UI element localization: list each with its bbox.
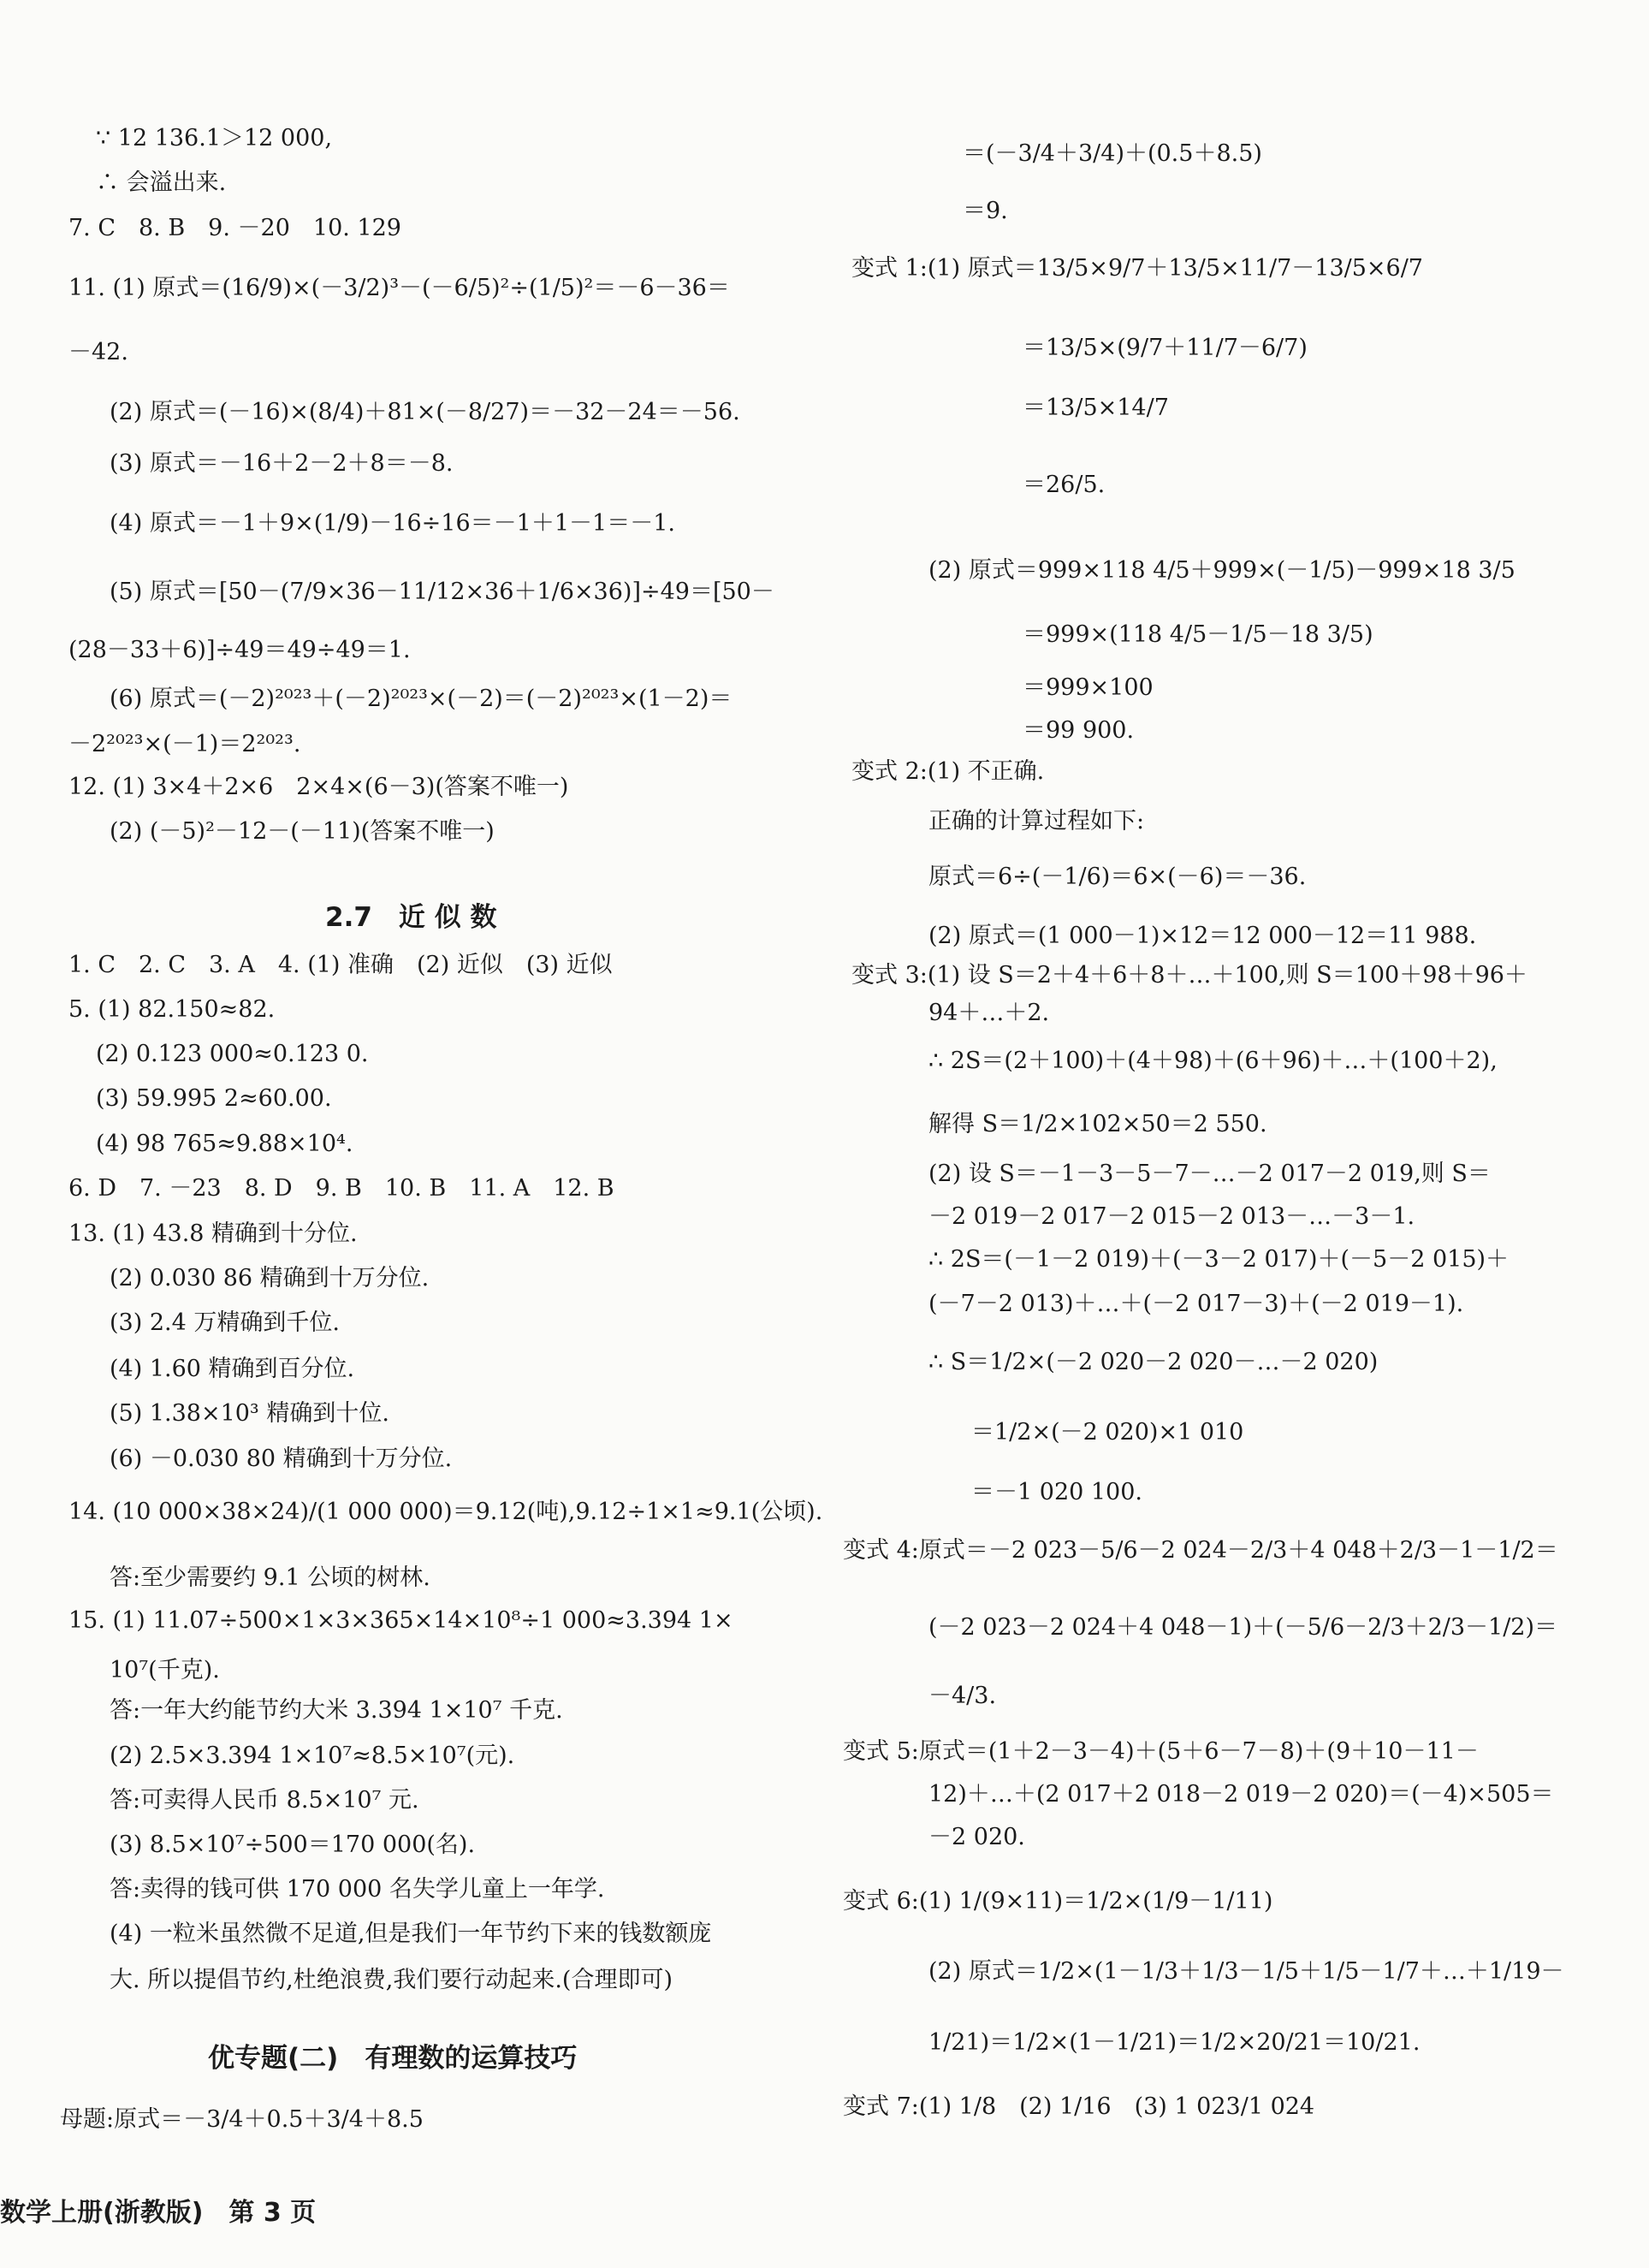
left-line: (4) 98 765≈9.88×10⁴. [96,1131,353,1157]
page-footer: 数学上册(浙教版) 第 3 页 [0,2198,317,2228]
right-line: ∴ 2S＝(2＋100)＋(4＋98)＋(6＋96)＋…＋(100＋2), [928,1048,1498,1074]
right-line: ＝13/5×14/7 [1023,395,1169,421]
right-line: (－2 023－2 024＋4 048－1)＋(－5/6－2/3＋2/3－1/2)＝ [928,1614,1558,1641]
left-line: 答:一年大约能节约大米 3.394 1×10⁷ 千克. [110,1697,563,1724]
left-line: (6) －0.030 80 精确到十万分位. [110,1446,453,1472]
right-line: 变式 5:原式＝(1＋2－3－4)＋(5＋6－7－8)＋(9＋10－11－ [843,1738,1479,1765]
right-line: ＝13/5×(9/7＋11/7－6/7) [1023,335,1308,361]
left-line: 答:可卖得人民币 8.5×10⁷ 元. [110,1787,419,1814]
right-line: (－7－2 013)＋…＋(－2 017－3)＋(－2 019－1). [928,1291,1464,1317]
left-line: (3) 59.995 2≈60.00. [96,1085,332,1112]
left-line: (2) 0.030 86 精确到十万分位. [110,1265,430,1291]
left-line: 大. 所以提倡节约,杜绝浪费,我们要行动起来.(合理即可) [110,1967,673,1993]
left-line: 母题:原式＝－3/4＋0.5＋3/4＋8.5 [60,2106,424,2133]
left-line: 1. C 2. C 3. A 4. (1) 准确 (2) 近似 (3) 近似 [68,952,613,978]
left-line: (3) 2.4 万精确到千位. [110,1309,340,1336]
right-line: (2) 原式＝999×118 4/5＋999×(－1/5)－999×18 3/5 [928,557,1516,584]
left-line: (4) 原式＝－1＋9×(1/9)－16÷16＝－1＋1－1＝－1. [110,510,675,537]
right-line: ＝999×100 [1023,674,1154,701]
right-line: 变式 6:(1) 1/(9×11)＝1/2×(1/9－1/11) [843,1888,1273,1915]
left-line: 14. (10 000×38×24)/(1 000 000)＝9.12(吨),9.12÷1×1≈9.1(公顷). [68,1499,823,1525]
right-line: 原式＝6÷(－1/6)＝6×(－6)＝－36. [928,864,1307,890]
right-line: ＝(－3/4＋3/4)＋(0.5＋8.5) [963,140,1262,167]
left-line: 15. (1) 11.07÷500×1×3×365×14×10⁸÷1 000≈3.394 1× [68,1607,733,1634]
right-line: ＝9. [963,198,1008,224]
right-line: －4/3. [928,1683,997,1709]
right-line: (2) 原式＝1/2×(1－1/3＋1/3－1/5＋1/5－1/7＋…＋1/19－ [928,1958,1564,1985]
left-line: (5) 原式＝[50－(7/9×36－11/12×36＋1/6×36)]÷49＝[50－ [110,579,774,605]
left-line: －2²⁰²³×(－1)＝2²⁰²³. [68,731,301,757]
right-line: (2) 设 S＝－1－3－5－7－…－2 017－2 019,则 S＝ [928,1161,1491,1187]
right-line: 变式 4:原式＝－2 023－5/6－2 024－2/3＋4 048＋2/3－1－1/2＝ [843,1537,1558,1564]
right-line: 变式 1:(1) 原式＝13/5×9/7＋13/5×11/7－13/5×6/7 [851,255,1423,282]
right-line: 94＋…＋2. [928,1000,1050,1026]
left-line: 6. D 7. －23 8. D 9. B 10. B 11. A 12. B [68,1175,614,1202]
left-line: (4) 1.60 精确到百分位. [110,1356,355,1382]
right-line: ＝99 900. [1023,717,1135,744]
left-line: 12. (1) 3×4＋2×6 2×4×(6－3)(答案不唯一) [68,774,569,800]
right-line: 变式 2:(1) 不正确. [851,758,1045,785]
left-line: ∴ 会溢出来. [96,169,227,196]
left-line: (5) 1.38×10³ 精确到十位. [110,1400,389,1427]
left-line: (2) 2.5×3.394 1×10⁷≈8.5×10⁷(元). [110,1743,515,1769]
left-line: 7. C 8. B 9. －20 10. 129 [68,215,401,241]
right-line: －2 019－2 017－2 015－2 013－…－3－1. [928,1203,1415,1230]
left-line: 5. (1) 82.150≈82. [68,996,276,1023]
right-line: ＝999×(118 4/5－1/5－18 3/5) [1023,621,1373,648]
left-line: 答:至少需要约 9.1 公顷的树林. [110,1564,430,1591]
right-line: 解得 S＝1/2×102×50＝2 550. [928,1111,1267,1137]
right-line: 变式 3:(1) 设 S＝2＋4＋6＋8＋…＋100,则 S＝100＋98＋96＋ [851,962,1527,989]
left-line: (2) 0.123 000≈0.123 0. [96,1041,369,1067]
right-line: 正确的计算过程如下: [928,808,1145,834]
left-line: －42. [68,339,128,365]
section-heading-approx: 2.7 近 似 数 [325,902,497,933]
left-line: (4) 一粒米虽然微不足道,但是我们一年节约下来的钱数额庞 [110,1921,712,1947]
left-line: (2) (－5)²－12－(－11)(答案不唯一) [110,818,495,845]
left-line: 13. (1) 43.8 精确到十分位. [68,1220,358,1247]
right-line: (2) 原式＝(1 000－1)×12＝12 000－12＝11 988. [928,923,1477,949]
right-line: ＝1/2×(－2 020)×1 010 [971,1419,1244,1446]
left-line: 11. (1) 原式＝(16/9)×(－3/2)³－(－6/5)²÷(1/5)²＝－6－36＝ [68,275,730,301]
left-line: (3) 原式＝－16＋2－2＋8＝－8. [110,450,454,477]
left-line: (2) 原式＝(－16)×(8/4)＋81×(－8/27)＝－32－24＝－56. [110,399,740,425]
left-line: 答:卖得的钱可供 170 000 名失学儿童上一年学. [110,1876,605,1903]
left-line: 10⁷(千克). [110,1657,220,1683]
right-line: ＝26/5. [1023,472,1106,498]
right-line: 12)＋…＋(2 017＋2 018－2 019－2 020)＝(－4)×505＝ [928,1781,1554,1808]
right-line: －2 020. [928,1824,1025,1850]
right-line: ∴ S＝1/2×(－2 020－2 020－…－2 020) [928,1349,1379,1375]
right-line: 1/21)＝1/2×(1－1/21)＝1/2×20/21＝10/21. [928,2029,1421,2056]
left-line: (28－33＋6)]÷49＝49÷49＝1. [68,637,411,663]
left-line: (6) 原式＝(－2)²⁰²³＋(－2)²⁰²³×(－2)＝(－2)²⁰²³×(1－2)＝ [110,686,733,712]
left-line: ∵ 12 136.1＞12 000, [96,125,333,151]
left-line: (3) 8.5×10⁷÷500＝170 000(名). [110,1832,476,1858]
right-line: ∴ 2S＝(－1－2 019)＋(－3－2 017)＋(－5－2 015)＋ [928,1246,1510,1273]
right-line: 变式 7:(1) 1/8 (2) 1/16 (3) 1 023/1 024 [843,2093,1315,2120]
right-line: ＝－1 020 100. [971,1479,1142,1505]
section-heading-special: 优专题(二) 有理数的运算技巧 [208,2043,578,2074]
